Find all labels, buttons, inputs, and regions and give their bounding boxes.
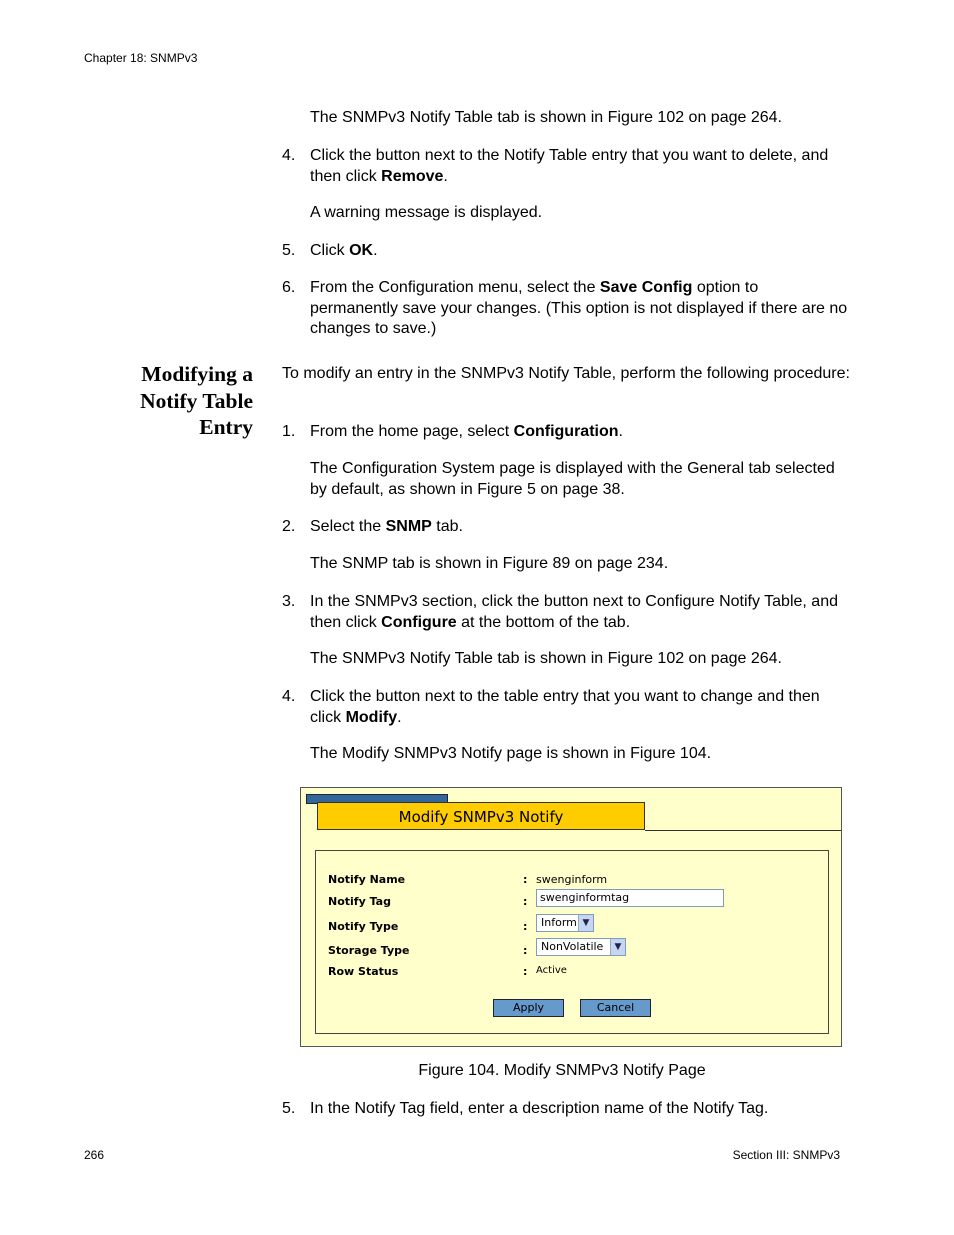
paragraph: The SNMPv3 Notify Table tab is shown in Figure 102 on page 264. [310,109,782,126]
step-number: 2. [282,518,296,535]
paragraph: To modify an entry in the SNMPv3 Notify Table, perform the following procedure: [282,365,850,382]
step-text: From the home page, select Configuration. [310,423,623,440]
row-status-label: Row Status [328,965,399,978]
chevron-down-icon[interactable]: ▼ [578,915,593,931]
step-item [282,422,850,443]
storage-type-select[interactable]: NonVolatile ▼ [536,938,626,956]
notify-name-value: swenginform [536,873,608,886]
step-text: In the SNMPv3 section, click the button next to Configure Notify Table, and then click Configure at the bottom of the tab. [310,593,838,631]
tab-modify-snmpv3-notify[interactable]: Modify SNMPv3 Notify [317,802,645,830]
colon: : [523,873,528,886]
step-item [282,592,850,633]
paragraph: A warning message is displayed. [310,204,543,221]
step-item [282,278,850,340]
step-number: 4. [282,688,296,705]
apply-button[interactable]: Apply [493,999,564,1017]
paragraph: The SNMP tab is shown in Figure 89 on page 234. [310,555,669,572]
step-text: From the Configuration menu, select the Save Config option to permanently save your changes. (This option is not displayed if there are no changes to save.) [310,279,848,337]
row-status-value: Active [536,965,567,976]
colon: : [523,944,528,957]
step-text: Click the button next to the Notify Table entry that you want to delete, and then click Remove. [310,147,829,185]
step-number: 3. [282,593,296,610]
notify-type-select[interactable]: Inform ▼ [536,914,594,932]
step-number: 6. [282,279,296,296]
step-number: 5. [282,242,296,259]
colon: : [523,920,528,933]
notify-tag-label: Notify Tag [328,895,391,908]
notify-name-label: Notify Name [328,873,406,886]
chevron-down-icon[interactable]: ▼ [610,939,625,955]
figure-caption: Figure 104. Modify SNMPv3 Notify Page [418,1062,706,1079]
step-number: 1. [282,423,296,440]
colon: : [523,965,528,978]
colon: : [523,895,528,908]
section-heading: Modifying a Notify Table Entry [140,362,253,439]
step-text: In the Notify Tag field, enter a description name of the Notify Tag. [310,1100,769,1117]
paragraph: The Modify SNMPv3 Notify page is shown in Figure 104. [310,745,712,762]
step-number: 4. [282,147,296,164]
notify-type-label: Notify Type [328,920,399,933]
step-text: Click the button next to the table entry that you want to change and then click Modify. [310,688,820,726]
step-item [282,146,850,187]
step-item [282,687,850,728]
page-number: 266 [84,1148,105,1162]
paragraph: The SNMPv3 Notify Table tab is shown in Figure 102 on page 264. [310,650,782,667]
step-number: 5. [282,1100,296,1117]
step-text: Click OK. [310,242,378,259]
divider [645,830,841,831]
notify-tag-input[interactable]: swenginformtag [536,889,724,907]
step-item [282,517,850,538]
cancel-button[interactable]: Cancel [580,999,651,1017]
form-panel [315,850,829,1034]
storage-type-label: Storage Type [328,944,410,957]
figure-modify-snmpv3-notify [300,787,842,1047]
step-text: Select the SNMP tab. [310,518,463,535]
step-item [282,241,850,262]
running-footer: Section III: SNMPv3 [732,1148,840,1162]
paragraph: The Configuration System page is displayed with the General tab selected by default, as shown in Figure 5 on page 38. [310,460,835,498]
running-header: Chapter 18: SNMPv3 [84,51,198,65]
step-item [282,1099,850,1120]
